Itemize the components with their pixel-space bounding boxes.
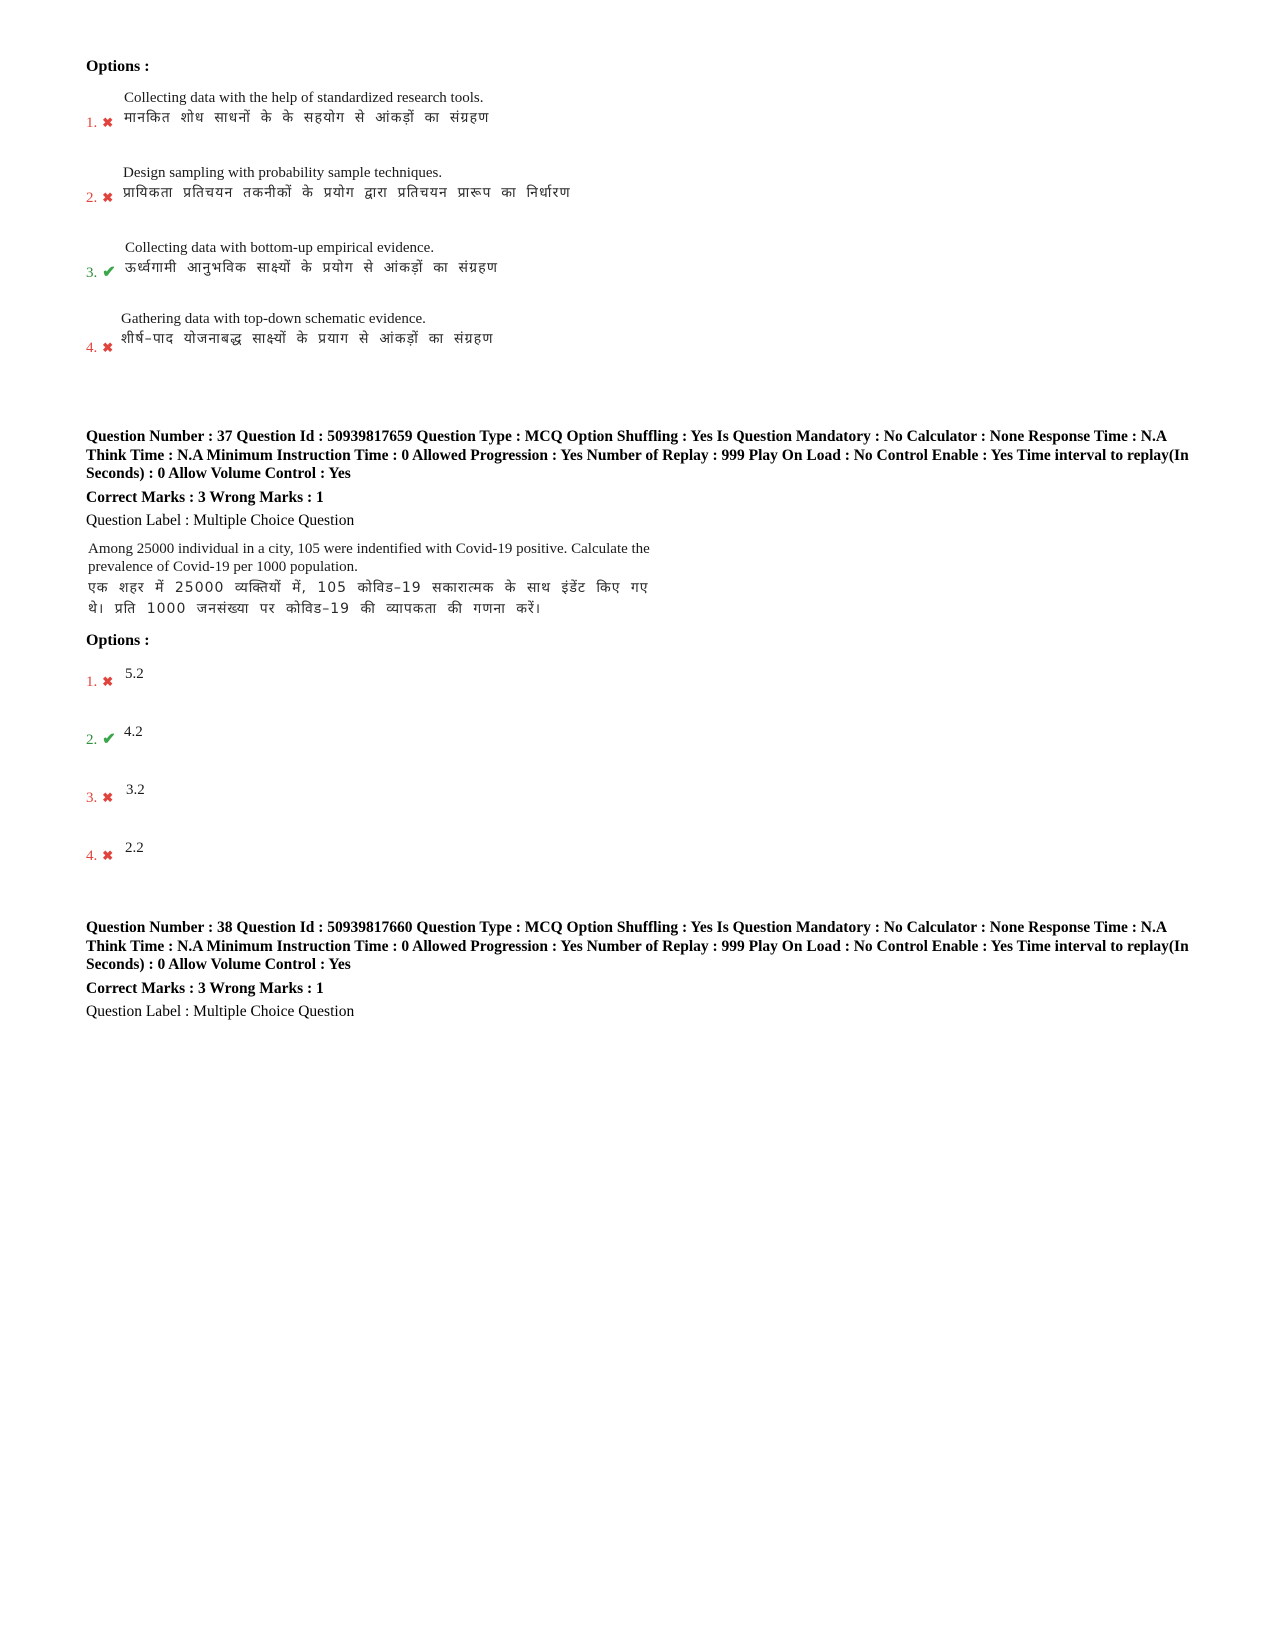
option-text-hi: शीर्ष–पाद योजनाबद्ध साक्ष्यों के प्रयाग से आंकड़ों का संग्रहण bbox=[121, 331, 494, 347]
option-marker bbox=[86, 731, 116, 749]
option-marker bbox=[86, 789, 113, 807]
correct-check-icon: ✔ bbox=[102, 731, 116, 748]
option-text-hi: प्रायिकता प्रतिचयन तकनीकों के प्रयोग द्वारा प्रतिचयन प्रारूप का निर्धारण bbox=[123, 185, 571, 201]
option-text-hi: मानकित शोध साधनों के के सहयोग से आंकड़ों का संग्रहण bbox=[124, 110, 490, 126]
option-value: 3.2 bbox=[126, 782, 145, 798]
option-text bbox=[125, 238, 498, 278]
wrong-cross-icon: ✖ bbox=[102, 190, 114, 205]
option-number: 3. bbox=[86, 790, 98, 806]
question-38-label: Question Label : Multiple Choice Question bbox=[86, 1003, 355, 1020]
option-marker bbox=[86, 339, 113, 357]
option-text-en: Gathering data with top-down schematic evidence. bbox=[121, 311, 426, 327]
option-marker bbox=[86, 673, 113, 691]
option-number: 3. bbox=[86, 265, 98, 281]
option-2 bbox=[86, 163, 986, 213]
wrong-cross-icon: ✖ bbox=[102, 674, 114, 689]
option-3 bbox=[86, 238, 986, 288]
option-marker bbox=[86, 847, 113, 865]
question-38-meta: Question Number : 38 Question Id : 50939817660 Question Type : MCQ Option Shuffling : Yes Is Question Mandatory : No Calculator : None Response Time : N.A Think Time : N.A Minimum Instruction Time : 0 Allowed Progression : Yes Number of Replay : 999 Play On Load : No Control Enable : Yes Time interval to replay(In Seconds) : 0 Allow Volume Control : Yes bbox=[86, 919, 1189, 973]
option-4 bbox=[86, 838, 986, 888]
question-text-hi: एक शहर में 25000 व्यक्तियों में, 105 कोविड–19 सकारात्मक के साथ इंडेंट किए गए थे। प्रति 1000 जनसंख्या पर कोविड–19 की व्यापकता की गणना करें। bbox=[88, 580, 649, 617]
wrong-cross-icon: ✖ bbox=[102, 115, 114, 130]
question-text-en: Among 25000 individual in a city, 105 were indentified with Covid-19 positive. Calculate the prevalence of Covid-19 per 1000 population. bbox=[88, 541, 650, 575]
option-number: 2. bbox=[86, 732, 98, 748]
option-marker bbox=[86, 114, 113, 132]
option-text bbox=[123, 163, 571, 203]
option-number: 2. bbox=[86, 190, 98, 206]
wrong-cross-icon: ✖ bbox=[102, 790, 114, 805]
option-number: 1. bbox=[86, 115, 98, 131]
option-number: 4. bbox=[86, 848, 98, 864]
option-1 bbox=[86, 88, 986, 138]
question-38-marks: Correct Marks : 3 Wrong Marks : 1 bbox=[86, 980, 324, 997]
option-2 bbox=[86, 722, 986, 772]
wrong-cross-icon: ✖ bbox=[102, 848, 114, 863]
correct-check-icon: ✔ bbox=[102, 264, 116, 281]
question-37-meta: Question Number : 37 Question Id : 50939817659 Question Type : MCQ Option Shuffling : Yes Is Question Mandatory : No Calculator : None Response Time : N.A Think Time : N.A Minimum Instruction Time : 0 Allowed Progression : Yes Number of Replay : 999 Play On Load : No Control Enable : Yes Time interval to replay(In Seconds) : 0 Allow Volume Control : Yes bbox=[86, 428, 1189, 482]
option-marker bbox=[86, 189, 113, 207]
option-number: 4. bbox=[86, 340, 98, 356]
option-text-hi: ऊर्ध्वगामी आनुभविक साक्ष्यों के प्रयोग से आंकड़ों का संग्रहण bbox=[125, 260, 499, 276]
options-heading: Options : bbox=[86, 632, 150, 649]
option-text bbox=[121, 309, 494, 349]
option-text bbox=[124, 88, 490, 128]
options-heading: Options : bbox=[86, 58, 150, 75]
wrong-cross-icon: ✖ bbox=[102, 340, 114, 355]
option-text-en: Collecting data with bottom-up empirical evidence. bbox=[125, 240, 435, 256]
question-37-marks: Correct Marks : 3 Wrong Marks : 1 bbox=[86, 489, 324, 506]
question-37-text bbox=[88, 540, 668, 620]
option-value: 4.2 bbox=[124, 724, 143, 740]
option-4 bbox=[86, 309, 986, 359]
option-marker bbox=[86, 264, 116, 282]
option-value: 2.2 bbox=[125, 840, 144, 856]
option-1 bbox=[86, 664, 986, 714]
option-number: 1. bbox=[86, 674, 98, 690]
option-3 bbox=[86, 780, 986, 830]
option-text-en: Design sampling with probability sample techniques. bbox=[123, 165, 443, 181]
option-value: 5.2 bbox=[125, 666, 144, 682]
option-text-en: Collecting data with the help of standardized research tools. bbox=[124, 90, 484, 106]
question-37-label: Question Label : Multiple Choice Question bbox=[86, 512, 355, 529]
